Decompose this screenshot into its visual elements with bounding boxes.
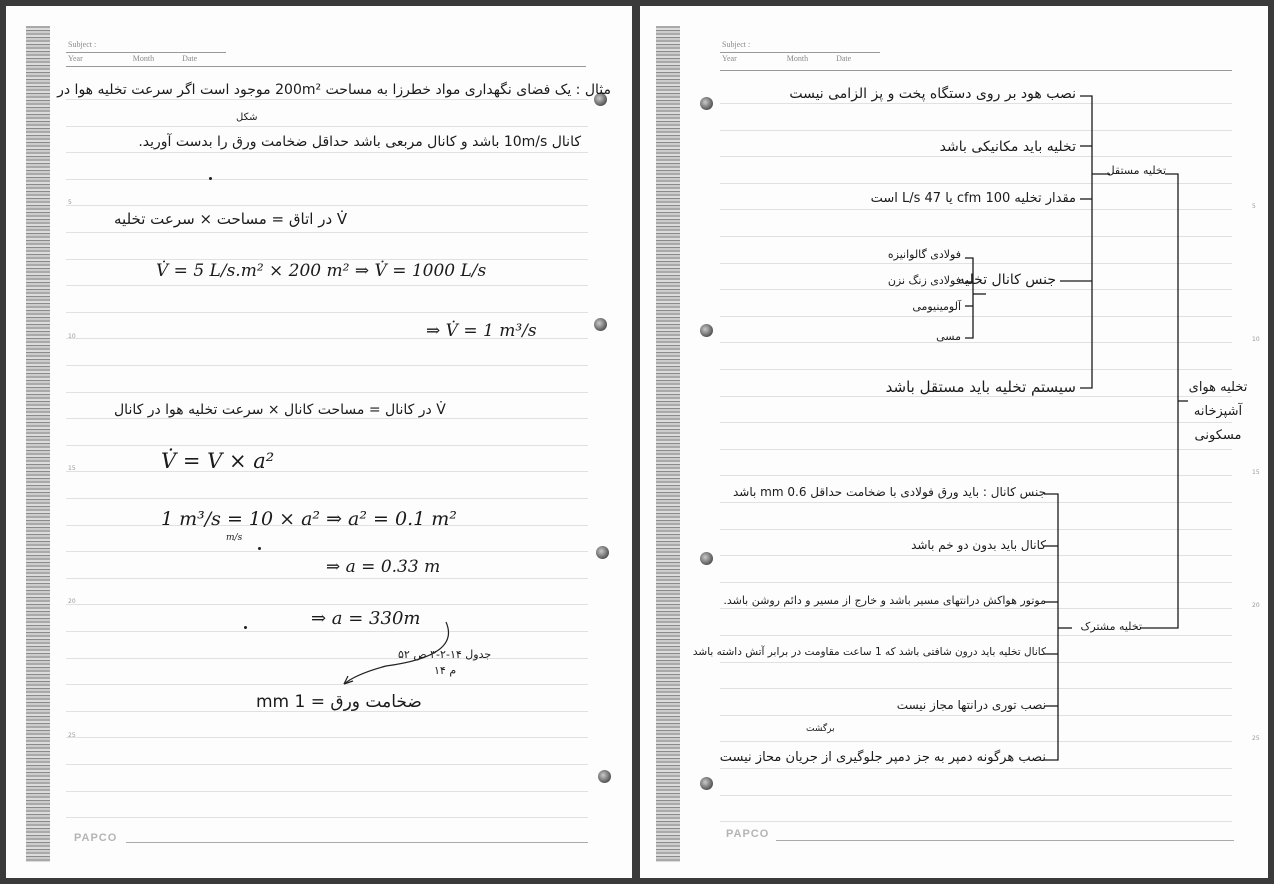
line-number: 5: [1252, 203, 1256, 210]
table-reference-2: م ۱۴: [434, 664, 457, 677]
line-number: 25: [68, 732, 76, 739]
problem-line-2: کانال 10m/s باشد و کانال مربعی باشد حداقل ضخامت ورق را بدست آورید.: [138, 134, 581, 150]
left-notebook-page: [6, 6, 632, 878]
line-number: 10: [1252, 336, 1260, 343]
equation-unit-note: m/s: [226, 533, 243, 543]
problem-note: شکل: [236, 112, 258, 123]
problem-line-1: مثال : یک فضای نگهداری مواد خطرزا به مساحت 200m² موجود است اگر سرعت تخلیه هوا در: [57, 82, 611, 98]
line-number: 25: [1252, 735, 1260, 742]
material-copper: مسی: [936, 330, 961, 343]
item-hood-not-required: نصب هود بر روی دستگاه پخت و پز الزامی نیست: [789, 86, 1076, 102]
brand-logo: PAPCO: [74, 832, 118, 844]
equation-flow-result: ⇒ V̇ = 1 m³/s: [426, 321, 537, 341]
footer-rule: [776, 840, 1234, 841]
branch-shared-exhaust: تخلیه مشترک: [1080, 620, 1142, 633]
line-number: 20: [1252, 602, 1260, 609]
equation-thickness: ضخامت ورق = 1 mm: [256, 692, 422, 712]
item-no-dampers: نصب هرگونه دمپر به جز دمپر جلوگیری از جریان محاز نیست: [719, 750, 1046, 765]
line-number: 15: [1252, 469, 1260, 476]
item-fan-at-end: موتور هواکش درانتهای مسیر باشد و خارج از مسیر و دائم روشن باشد.: [723, 594, 1046, 607]
equation-v-a2: V̇ = V × a²: [161, 449, 275, 473]
equation-flow-calc: V̇ = 5 L/s.m² × 200 m² ⇒ V̇ = 1000 L/s: [156, 261, 487, 281]
item-mechanical-exhaust: تخلیه باید مکانیکی باشد: [939, 139, 1076, 155]
brand-logo: PAPCO: [726, 828, 770, 840]
equation-a-mm: ⇒ a = 330m: [311, 608, 421, 629]
mind-map-connectors: [640, 6, 1268, 878]
branch-independent-exhaust: تخلیه مستقل: [1106, 164, 1166, 177]
line-number: 20: [68, 598, 76, 605]
equation-a-result: ⇒ a = 0.33 m: [326, 557, 441, 577]
header-date-fields: Year Month Date: [68, 54, 198, 63]
line-number: 15: [68, 465, 76, 472]
line-number: 5: [68, 199, 72, 206]
equation-duct-flow: V̇ در کانال = مساحت کانال × سرعت تخلیه هوا در کانال: [114, 402, 446, 418]
arrow-to-thickness: [6, 6, 632, 878]
item-fire-rated-shaft: کانال تخلیه باید درون شافتی باشد که 1 ساعت مقاومت در برابر آتش داشته باشد: [692, 646, 1046, 658]
item-independent-system: سیستم تخلیه باید مستقل باشد: [885, 378, 1076, 396]
header-subject: Subject :: [68, 40, 97, 49]
material-stainless-steel: فولادی زنگ نزن: [887, 274, 961, 287]
item-no-double-bend: کانال باید بدون دو خم باشد: [911, 538, 1046, 552]
footer-rule: [126, 842, 588, 843]
item-no-end-screen: نصب توری درانتها مجاز نیست: [896, 698, 1046, 712]
item-duct-material: جنس کانال تخلیه: [957, 272, 1056, 288]
equation-a-squared: 1 m³/s = 10 × a² ⇒ a² = 0.1 m²: [161, 508, 457, 530]
line-number: 10: [68, 333, 76, 340]
note-backdraft: برگشت: [806, 724, 835, 734]
root-kitchen-exhaust: تخلیه هوای آشپزخانه مسکونی: [1188, 380, 1248, 443]
equation-room-flow: V̇ در اتاق = مساحت × سرعت تخلیه: [114, 210, 348, 228]
item-duct-steel-thickness: جنس کانال : باید ورق فولادی با ضخامت حداقل 0.6 mm باشد: [732, 485, 1046, 499]
header-date-fields: Year Month Date: [722, 54, 852, 63]
header-subject: Subject :: [722, 40, 751, 49]
material-galvanized-steel: فولادی گالوانیزه: [887, 248, 961, 261]
right-notebook-page: [640, 6, 1268, 878]
material-aluminum: آلومینیومی: [912, 300, 961, 313]
item-exhaust-rate: مقدار تخلیه 100 cfm یا 47 L/s است: [870, 191, 1076, 206]
table-reference: جدول ۱۴-۲-۳ ص ۵۲: [398, 648, 492, 661]
